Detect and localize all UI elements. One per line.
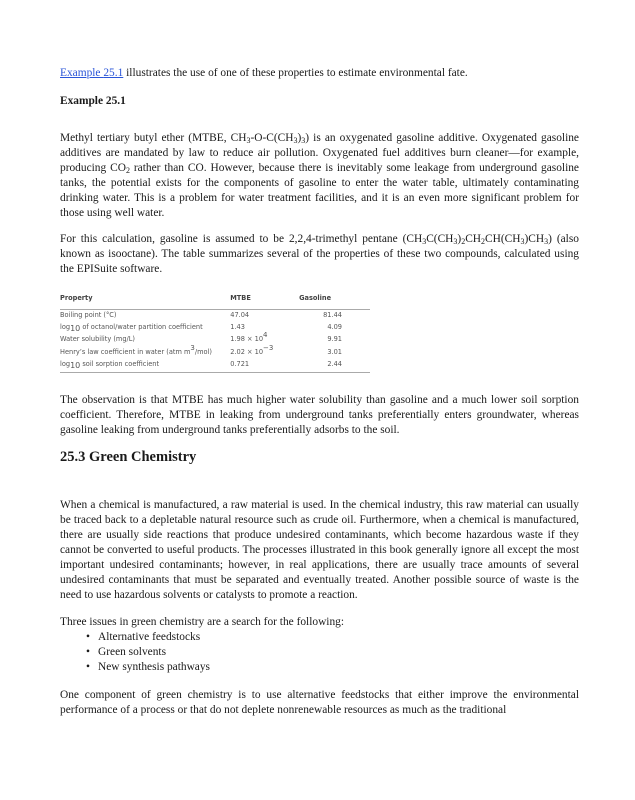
- mtbe-paragraph: [60, 131, 579, 221]
- calc-sub-2: 3: [453, 237, 458, 246]
- table-row: [60, 322, 370, 334]
- table-row: [60, 310, 370, 323]
- calc-sub-3: 2: [461, 237, 466, 246]
- cell-property: Henry’s law coefficient in water (atm $m^3/mol$): [60, 343, 212, 356]
- mtbe-text-2: -O-C(CH: [250, 132, 294, 144]
- section-heading: 25.3 Green Chemistry: [60, 449, 197, 466]
- calc-sub-1: 3: [422, 237, 427, 246]
- mtbe-sub-3: 3: [301, 136, 306, 145]
- calc-text-4: CH: [465, 233, 482, 245]
- bullet-icon: •: [86, 631, 90, 644]
- example-link[interactable]: [60, 67, 123, 79]
- cell-gasoline: 81.44: [323, 311, 342, 320]
- mtbe-sub-1: 3: [246, 136, 251, 145]
- mtbe-text-4: ) is an oxygenated gasoline additive. Oxygenated gasoline additives are mandated by law to reduce air pollution. Oxygenated fuel additives burn cleaner—for example, producing CO: [60, 132, 579, 174]
- document-page: [60, 66, 579, 718]
- calc-sub-5: 3: [520, 237, 525, 246]
- example-link-word: Example: [60, 67, 101, 79]
- table-header-row: [60, 288, 370, 310]
- mtbe-text-5: rather than CO. However, because there is inevitably some leakage from underground gasoline tanks, the potential exists for the components of gasoline to enter the water table, ultimately contaminating drinking water. This is a problem for water treatment facilities, and it is an even more significant problem for those using well water.: [60, 162, 579, 219]
- calc-text-3: ): [457, 233, 462, 245]
- calc-text-2: C(CH: [426, 233, 454, 245]
- bullet-icon: •: [86, 661, 90, 674]
- cell-mtbe: 1.43: [230, 323, 245, 332]
- issues-list: [60, 630, 579, 675]
- calc-paragraph: [60, 232, 579, 277]
- cell-property: Boiling point (°C): [60, 311, 117, 320]
- properties-table: [60, 288, 370, 373]
- cell-mtbe: 47.04: [230, 311, 250, 320]
- green-chemistry-paragraph: When a chemical is manufactured, a raw material is used. In the chemical industry, this raw material can usually be traced back to a depletable natural resource such as crude oil. Furthermore, when a chemical is manufactured, there are usually side reactions that produce undesired contaminants, which become hazardous waste if they cannot be converted to useful products. The processes illustrated in this book generally ignore all except the most important undesired contaminants; however, in real applications, there are usually trace amounts of several undesired contaminants that must be separated and eventually treated. Another possible source of waste is the need to use hazardous solvents or catalysts to promote a reaction.: [60, 499, 579, 602]
- cell-mtbe: 0.721: [230, 358, 287, 372]
- mtbe-sub-2: 3: [293, 136, 298, 145]
- mtbe-sub-4: 2: [125, 166, 130, 175]
- example-heading: Example 25.1: [60, 95, 126, 107]
- table-row: [60, 346, 370, 358]
- list-item: • Green solvents: [86, 646, 167, 659]
- table-row: [60, 358, 370, 372]
- cell-gasoline: 9.91: [327, 335, 342, 344]
- cell-gasoline: 3.01: [327, 347, 342, 356]
- intro-paragraph: [60, 66, 579, 81]
- calc-text-7: ) (also known as isooctane). The table summarizes several of the properties of these two compounds, calculated using the EPISuite software.: [60, 233, 579, 275]
- header-mtbe: MTBE: [230, 288, 287, 310]
- observation-paragraph: The observation is that MTBE has much higher water solubility than gasoline and a much lower soil sorption coefficient. Therefore, MTBE in leaking from underground tanks preferentially enters groundwater, whereas gasoline leaking from underground tanks preferentially adsorbs to the soil.: [60, 394, 579, 437]
- issues-intro: Three issues in green chemistry are a search for the following:: [60, 616, 345, 629]
- cell-gasoline: 4.09: [327, 323, 342, 332]
- calc-text-5: CH(CH: [485, 233, 521, 245]
- calc-text-6: )CH: [524, 233, 545, 245]
- intro-text: illustrates the use of one of these properties to estimate environmental fate.: [123, 67, 468, 79]
- calc-sub-6: 3: [544, 237, 549, 246]
- final-paragraph: One component of green chemistry is to use alternative feedstocks that either improve the environmental performance of a process or that do not deplete nonrenewable resources as much as the traditional: [60, 689, 579, 717]
- bullet-icon: •: [86, 646, 90, 659]
- header-property: Property: [60, 288, 230, 310]
- calc-text-1: For this calculation, gasoline is assumed to be 2,2,4-trimethyl pentane (CH: [60, 233, 423, 245]
- cell-mtbe: $1.98 \times 10^4$: [230, 331, 268, 344]
- cell-mtbe: $2.02 \times 10^{-3}$: [230, 343, 274, 356]
- cell-property: Water solubility (mg/L): [60, 335, 135, 344]
- cell-property: $\log_{10}$ soil sorption coefficient: [60, 358, 230, 372]
- table-row: [60, 334, 370, 346]
- calc-sub-4: 2: [481, 237, 486, 246]
- list-item: • New synthesis pathways: [86, 661, 210, 674]
- example-link-number: 25.1: [103, 67, 124, 79]
- cell-gasoline: 2.44: [287, 358, 370, 372]
- cell-property: $\log_{10}$ of octanol/water partition coefficient: [60, 323, 203, 334]
- mtbe-text-3: ): [297, 132, 302, 144]
- header-gasoline: Gasoline: [287, 288, 370, 310]
- list-item: • Alternative feedstocks: [86, 631, 201, 644]
- mtbe-text-1: Methyl tertiary butyl ether (MTBE, CH: [60, 132, 247, 144]
